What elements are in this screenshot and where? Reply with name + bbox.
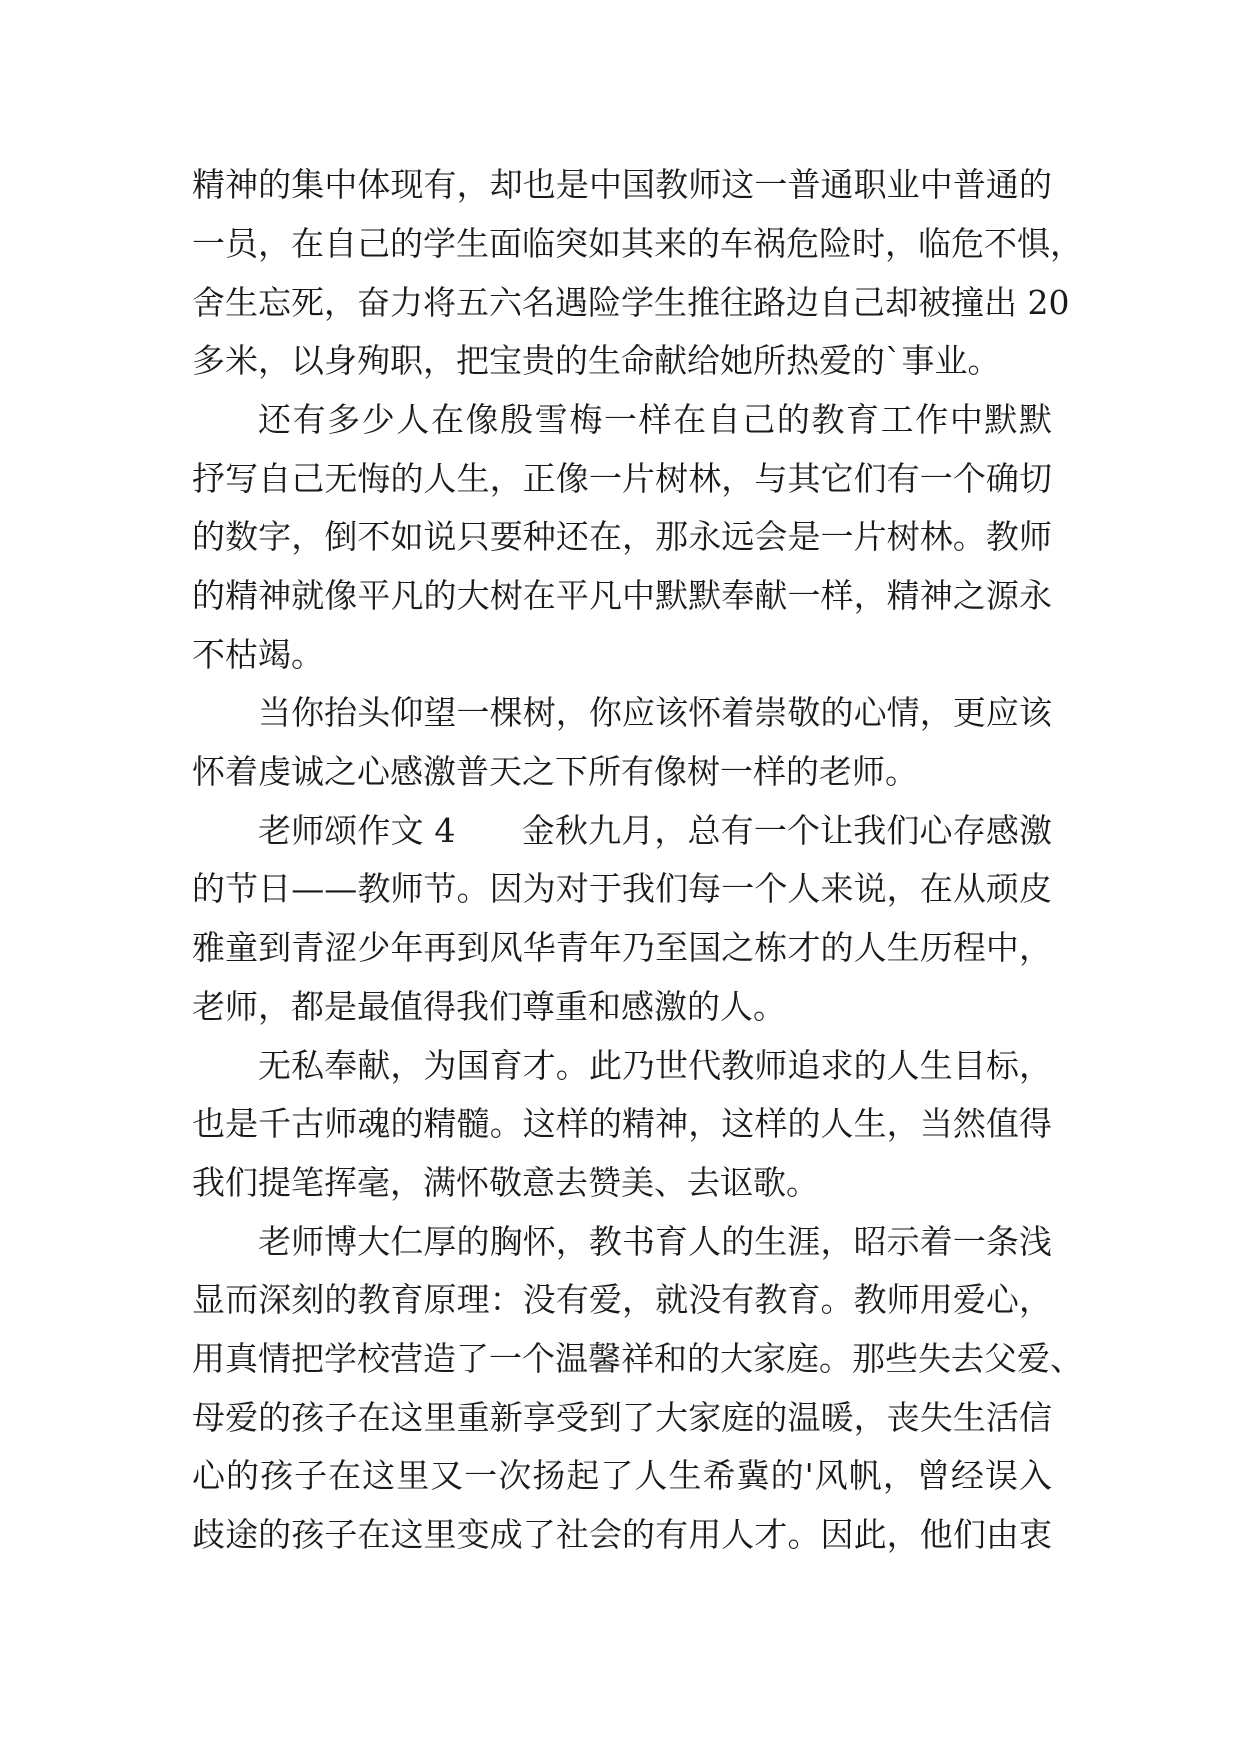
- paragraph-first-line: 无私奉献，为国育才。此乃世代教师追求的人生目标，: [258, 1046, 1052, 1085]
- text-line: 歧途的孩子在这里变成了社会的有用人才。因此，他们由衷: [192, 1515, 1052, 1554]
- text-line: 怀着虔诚之心感激普天之下所有像树一样的老师。: [192, 752, 918, 791]
- text-line: 用真情把学校营造了一个温馨祥和的大家庭。那些失去父爱、: [192, 1339, 1083, 1378]
- text-line: 雅童到青涩少年再到风华青年乃至国之栋才的人生历程中，: [192, 928, 1052, 967]
- text-line: 多米，以身殉职，把宝贵的生命献给她所热爱的`事业。: [192, 341, 1001, 380]
- section-heading-line: 老师颂作文 4 金秋九月，总有一个让我们心存感激: [258, 811, 1052, 850]
- paragraph-first-line: 还有多少人在像殷雪梅一样在自己的教育工作中默默: [258, 400, 1052, 439]
- text-line: 的节日——教师节。因为对于我们每一个人来说，在从顽皮: [192, 869, 1052, 908]
- text-line: 的数字，倒不如说只要种还在，那永远会是一片树林。教师: [192, 517, 1052, 556]
- text-line: 我们提笔挥毫，满怀敬意去赞美、去讴歌。: [192, 1163, 819, 1202]
- text-line: 舍生忘死，奋力将五六名遇险学生推往路边自己却被撞出 20: [192, 283, 1070, 322]
- text-line: 母爱的孩子在这里重新享受到了大家庭的温暖，丧失生活信: [192, 1398, 1052, 1437]
- text-line: 心的孩子在这里又一次扬起了人生希冀的'风帆，曾经误入: [192, 1456, 1052, 1495]
- text-line: 不枯竭。: [192, 635, 324, 674]
- text-line: 也是千古师魂的精髓。这样的精神，这样的人生，当然值得: [192, 1104, 1052, 1143]
- text-line: 精神的集中体现有，却也是中国教师这一普通职业中普通的: [192, 165, 1052, 204]
- text-line: 的精神就像平凡的大树在平凡中默默奉献一样，精神之源永: [192, 576, 1052, 615]
- text-line: 一员，在自己的学生面临突如其来的车祸危险时，临危不惧，: [192, 224, 1083, 263]
- text-line: 老师，都是最值得我们尊重和感激的人。: [192, 987, 786, 1026]
- text-line: 抒写自己无悔的人生，正像一片树林，与其它们有一个确切: [192, 459, 1052, 498]
- paragraph-first-line: 当你抬头仰望一棵树，你应该怀着崇敬的心情，更应该: [258, 693, 1052, 732]
- paragraph-first-line: 老师博大仁厚的胸怀，教书育人的生涯，昭示着一条浅: [258, 1222, 1052, 1261]
- text-line: 显而深刻的教育原理：没有爱，就没有教育。教师用爱心，: [192, 1280, 1052, 1319]
